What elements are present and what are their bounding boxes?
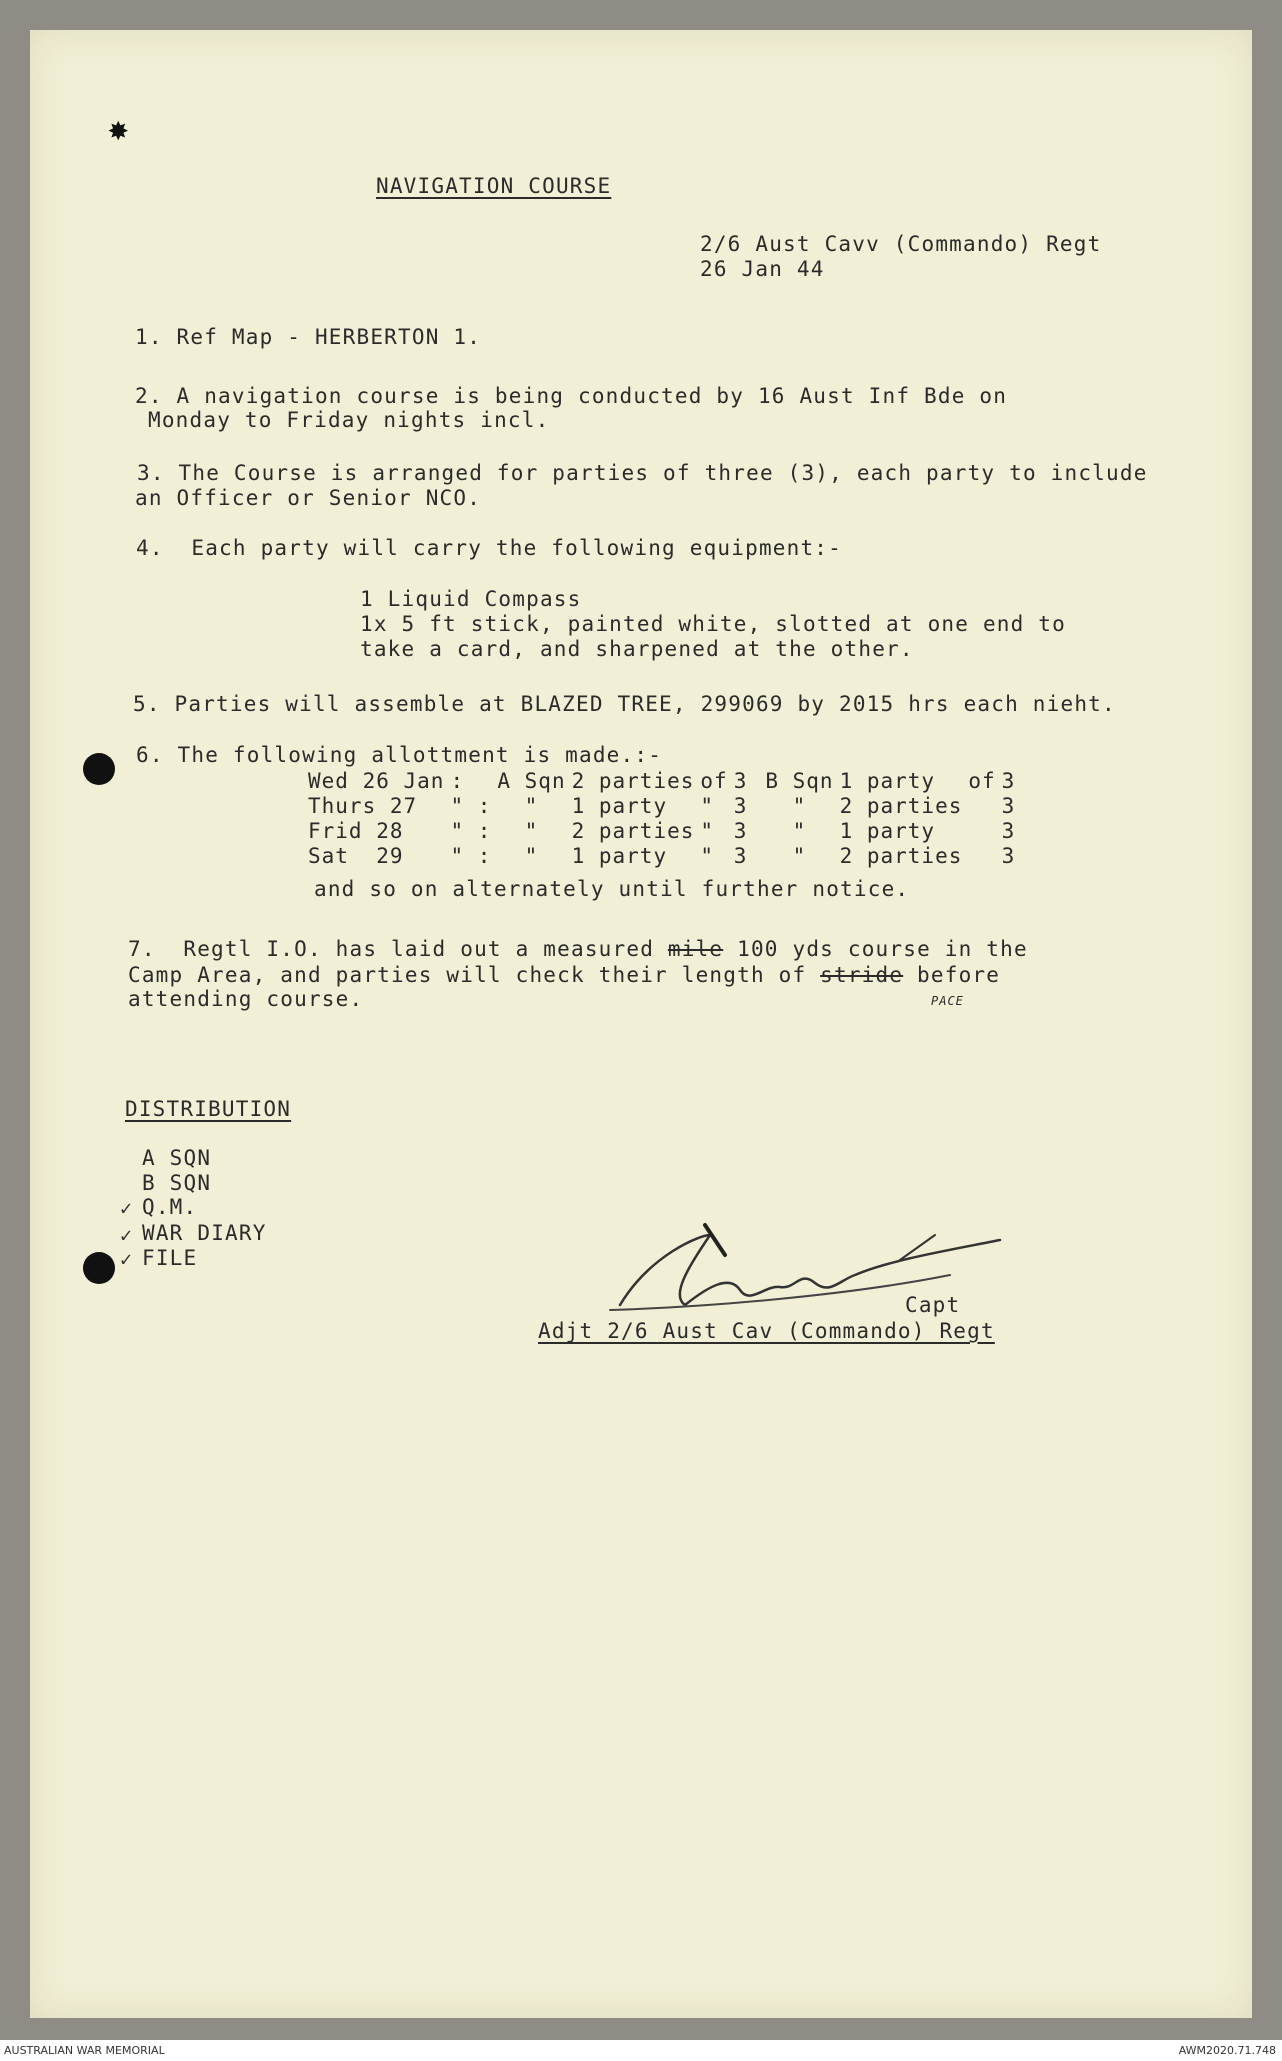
equipment-2-line-2: take a card, and sharpened at the other. (360, 637, 914, 661)
allotment-table (308, 768, 1021, 868)
struck-word: stride (820, 963, 904, 987)
table-cell: : (450, 768, 465, 793)
item-7-text: 7. Regtl I.O. has laid out a measured (128, 937, 668, 961)
table-cell (968, 843, 1001, 868)
unit-heading: 2/6 Aust Cavv (Commando) Regt (700, 232, 1102, 256)
table-cell: 3 (733, 793, 748, 818)
table-cell: " : (450, 793, 492, 818)
table-cell: 3 (1001, 843, 1016, 868)
footer-accession: AWM2020.71.748 (1178, 2044, 1276, 2057)
table-cell: " : (450, 818, 492, 843)
item-1: 1. Ref Map - HERBERTON 1. (135, 325, 482, 349)
item-3-line-2: an Officer or Senior NCO. (135, 486, 482, 510)
distribution-item: Q.M. (142, 1195, 198, 1219)
table-cell: Sat 29 (308, 843, 404, 868)
table-cell: of (968, 768, 996, 793)
table-cell: " : (450, 843, 492, 868)
equipment-1: 1 Liquid Compass (360, 587, 582, 611)
equipment-2-line-1: 1x 5 ft stick, painted white, slotted at one end to (360, 612, 1066, 636)
item-2-line-2: Monday to Friday nights incl. (148, 408, 550, 432)
table-cell: " (792, 793, 807, 818)
distribution-item: B SQN (142, 1171, 212, 1195)
table-cell: A Sqn (497, 768, 566, 793)
signature-rank: Capt (905, 1293, 961, 1317)
item-7-line-2 (128, 962, 1000, 988)
handwritten-correction: PACE (931, 994, 964, 1008)
table-cell (968, 818, 1001, 843)
item-7-line-1 (128, 936, 1028, 962)
signature-title: Adjt 2/6 Aust Cav (Commando) Regt (538, 1319, 995, 1343)
table-cell: 2 parties (839, 843, 963, 868)
table-cell: " (524, 818, 539, 843)
table-cell: Frid 28 (308, 818, 404, 843)
table-cell: " (700, 793, 715, 818)
distribution-heading: DISTRIBUTION (125, 1097, 292, 1121)
item-6: 6. The following allottment is made.:- (136, 743, 663, 767)
table-cell: 1 party (839, 818, 936, 843)
item-7-text: 100 yds course in the (723, 937, 1028, 961)
table-cell (968, 793, 1001, 818)
table-cell: " (700, 818, 715, 843)
checkmark-icon: ✓ (120, 1247, 133, 1271)
footer-bar (0, 2040, 1282, 2061)
item-7-text: Camp Area, and parties will check their length of (128, 963, 821, 987)
struck-word: mile (667, 937, 724, 961)
table-cell: 3 (733, 768, 748, 793)
table-cell: 1 party (571, 793, 668, 818)
punch-mark-icon: ✸ (108, 109, 129, 149)
item-2-line-1: 2. A navigation course is being conducted by 16 Aust Inf Bde on (135, 384, 1008, 408)
table-cell: " (524, 843, 539, 868)
item-7-line-3: attending course. (128, 987, 364, 1011)
table-cell: " (524, 793, 539, 818)
table-row (308, 793, 1021, 818)
table-row (308, 768, 1021, 793)
distribution-item: WAR DIARY (142, 1221, 267, 1245)
table-cell: " (792, 818, 807, 843)
checkmark-icon: ✓ (120, 1223, 133, 1247)
allotment-tail: and so on alternately until further notice. (314, 877, 910, 901)
table-cell: 3 (1001, 818, 1016, 843)
table-cell: " (700, 843, 715, 868)
checkmark-icon: ✓ (120, 1196, 133, 1220)
table-cell: 2 parties (839, 793, 963, 818)
table-row (308, 818, 1021, 843)
table-cell: 2 parties (571, 768, 695, 793)
footer-source: AUSTRALIAN WAR MEMORIAL (4, 2044, 165, 2057)
document-page (30, 30, 1252, 2018)
distribution-item: A SQN (142, 1146, 212, 1170)
table-cell: of (700, 768, 728, 793)
item-7-text: before (903, 963, 1001, 987)
table-cell: 3 (733, 818, 748, 843)
table-cell: Wed 26 Jan (308, 768, 445, 793)
item-5: 5. Parties will assemble at BLAZED TREE, 299069 by 2015 hrs each nieht. (133, 692, 1116, 716)
punch-hole (83, 753, 115, 785)
table-cell: " (792, 843, 807, 868)
table-cell: B Sqn (765, 768, 834, 793)
item-3-line-1: 3. The Course is arranged for parties of three (3), each party to include (137, 461, 1148, 485)
punch-hole (83, 1252, 115, 1284)
table-cell: 3 (733, 843, 748, 868)
item-4: 4. Each party will carry the following equipment:- (136, 536, 842, 560)
distribution-item: FILE (142, 1246, 198, 1270)
table-row (308, 843, 1021, 868)
table-cell: 3 (1001, 768, 1016, 793)
table-cell: 2 parties (571, 818, 695, 843)
table-cell: 1 party (839, 768, 936, 793)
document-date: 26 Jan 44 (700, 257, 825, 281)
table-cell: 3 (1001, 793, 1016, 818)
table-cell: Thurs 27 (308, 793, 418, 818)
document-title: NAVIGATION COURSE (376, 174, 612, 198)
table-cell: 1 party (571, 843, 668, 868)
